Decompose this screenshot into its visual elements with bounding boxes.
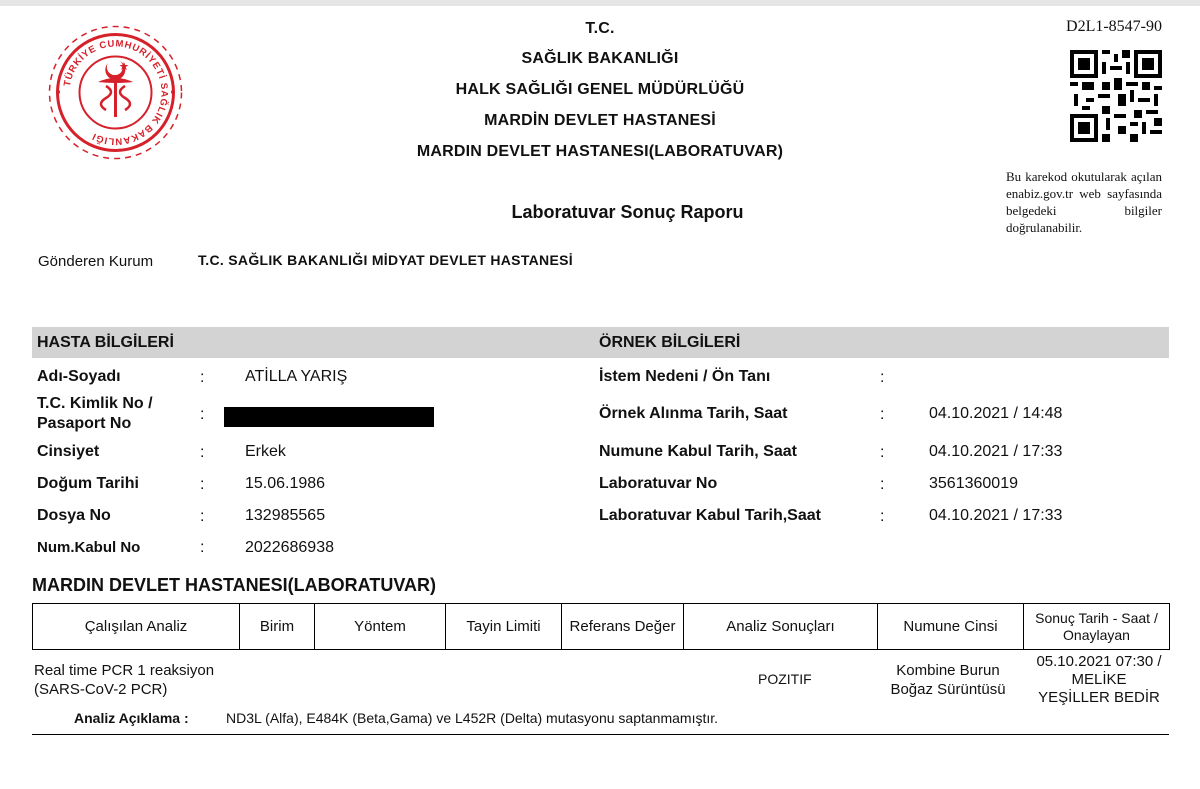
- sender-value: T.C. SAĞLIK BAKANLIĞI MİDYAT DEVLET HASTANESİ: [198, 252, 573, 268]
- analysis-note-value: ND3L (Alfa), E484K (Beta,Gama) ve L452R (Delta) mutasyonu saptanmamıştır.: [226, 710, 719, 726]
- colon: :: [200, 406, 205, 423]
- colon: :: [880, 508, 885, 525]
- lab-section-title: MARDIN DEVLET HASTANESI(LABORATUVAR): [32, 575, 436, 595]
- result-date: 05.10.2021 07:30 /: [1036, 653, 1162, 670]
- id-label-line1: T.C. Kimlik No /: [37, 395, 153, 412]
- report-title: Laboratuvar Sonuç Raporu: [511, 202, 744, 222]
- sender-label: Gönderen Kurum: [38, 253, 154, 270]
- analysis-name-line2: (SARS-CoV-2 PCR): [34, 681, 168, 698]
- analysis-result: POZITIF: [758, 671, 812, 687]
- header-tc: T.C.: [585, 20, 615, 37]
- approver-line1: MELİKE: [1071, 671, 1127, 688]
- analysis-note-label: Analiz Açıklama :: [74, 710, 189, 726]
- col-header-analysis: Çalışılan Analiz: [33, 604, 240, 650]
- name-label: Adı-Soyadı: [37, 368, 121, 385]
- patient-name: ATİLLA YARIŞ: [245, 368, 348, 385]
- sample-type-line2: Boğaz Sürüntüsü: [890, 681, 1006, 698]
- sample-received-value: 04.10.2021 / 17:33: [929, 443, 1063, 460]
- qr-note: Bu karekod okutularak açılan enabiz.gov.tr web sayfasında belgedeki bilgiler doğrulanabilir.: [1006, 169, 1162, 235]
- sample-taken-label: Örnek Alınma Tarih, Saat: [599, 405, 788, 422]
- col-header-unit: Birim: [240, 604, 315, 650]
- colon: :: [880, 369, 885, 386]
- patient-info-title: HASTA BİLGİLERİ: [37, 334, 174, 351]
- col-header-results: Analiz Sonuçları: [684, 604, 878, 650]
- bottom-divider: [32, 734, 1169, 735]
- col-header-sample-type: Numune Cinsi: [878, 604, 1024, 650]
- top-band: [0, 0, 1200, 6]
- sample-taken-value: 04.10.2021 / 14:48: [929, 405, 1063, 422]
- lab-no-label: Laboratuvar No: [599, 475, 718, 492]
- colon: :: [880, 444, 885, 461]
- colon: :: [200, 508, 205, 525]
- qr-code[interactable]: [1070, 50, 1162, 142]
- colon: :: [880, 476, 885, 493]
- dob-value: 15.06.1986: [245, 475, 326, 492]
- lab-no-value: 3561360019: [929, 475, 1018, 492]
- header-directorate: HALK SAĞLIĞI GENEL MÜDÜRLÜĞÜ: [455, 81, 745, 98]
- file-no-value: 132985565: [245, 507, 326, 524]
- logo-ring-text: TÜRKİYE CUMHURİYETİ SAĞLIK BAKANLIĞI: [61, 38, 170, 147]
- dob-label: Doğum Tarihi: [37, 475, 139, 492]
- header-hospital-lab: MARDIN DEVLET HASTANESI(LABORATUVAR): [416, 143, 784, 160]
- col-header-reference: Referans Değer: [562, 604, 684, 650]
- results-table: [32, 603, 1170, 650]
- id-label-line2: Pasaport No: [37, 415, 132, 432]
- sample-type-line1: Kombine Burun: [896, 662, 1000, 679]
- col-header-method: Yöntem: [315, 604, 446, 650]
- gender-label: Cinsiyet: [37, 443, 100, 460]
- colon: :: [200, 476, 205, 493]
- colon: :: [880, 406, 885, 423]
- gender-value: Erkek: [245, 443, 286, 460]
- accept-no-value: 2022686938: [245, 539, 334, 556]
- document-code: D2L1-8547-90: [1066, 18, 1162, 35]
- lab-accept-value: 04.10.2021 / 17:33: [929, 507, 1063, 524]
- redacted-id: [224, 407, 434, 427]
- approver-line2: YEŞİLLER BEDİR: [1038, 689, 1160, 706]
- col-header-detection-limit: Tayin Limiti: [446, 604, 562, 650]
- col-header-result-date: Sonuç Tarih - Saat / Onaylayan: [1024, 604, 1170, 650]
- colon: :: [200, 369, 205, 386]
- accept-no-label: Num.Kabul No: [37, 539, 141, 556]
- sample-received-label: Numune Kabul Tarih, Saat: [599, 443, 797, 460]
- reason-label: İstem Nedeni / Ön Tanı: [599, 368, 771, 385]
- lab-accept-label: Laboratuvar Kabul Tarih,Saat: [599, 507, 821, 524]
- file-no-label: Dosya No: [37, 507, 111, 524]
- sample-info-title: ÖRNEK BİLGİLERİ: [599, 334, 741, 351]
- colon: :: [200, 444, 205, 461]
- analysis-name-line1: Real time PCR 1 reaksiyon: [34, 662, 215, 679]
- colon: :: [200, 539, 205, 556]
- header-hospital: MARDİN DEVLET HASTANESİ: [484, 112, 716, 129]
- header-ministry: SAĞLIK BAKANLIĞI: [521, 50, 679, 67]
